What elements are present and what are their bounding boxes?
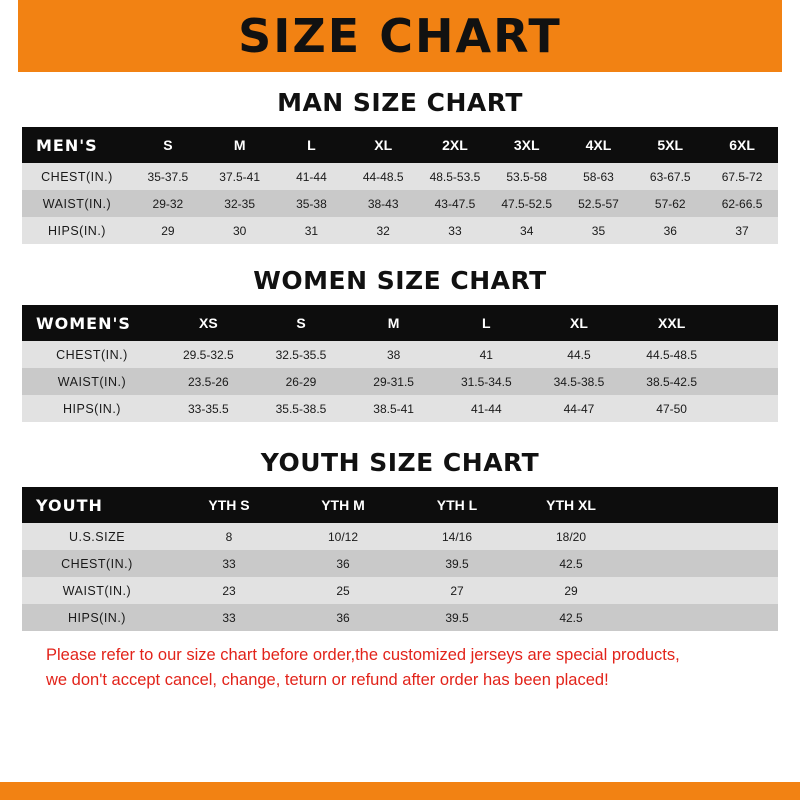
youth-r3c0: 33 <box>172 604 286 631</box>
table-row <box>22 550 778 577</box>
header-band <box>0 0 800 72</box>
man-r1c6: 52.5-57 <box>563 190 635 217</box>
man-r1c0: 29-32 <box>132 190 204 217</box>
man-r2c3: 32 <box>347 217 419 244</box>
youth-col-1: YTH M <box>286 487 400 523</box>
women-r0c4: 44.5 <box>533 341 626 368</box>
youth-col-2: YTH L <box>400 487 514 523</box>
women-r1c3: 31.5-34.5 <box>440 368 533 395</box>
man-row-2-label: HIPS(IN.) <box>22 217 132 244</box>
youth-row-2-label: WAIST(IN.) <box>22 577 172 604</box>
youth-size-table <box>22 487 778 631</box>
header-right-margin <box>782 0 800 72</box>
table-row <box>22 395 778 422</box>
man-col-7: 5XL <box>634 127 706 163</box>
youth-r1-spacer <box>628 550 778 577</box>
youth-r2c1: 25 <box>286 577 400 604</box>
man-col-1: M <box>204 127 276 163</box>
man-r0c7: 63-67.5 <box>634 163 706 190</box>
women-row-1-label: WAIST(IN.) <box>22 368 162 395</box>
youth-r2c0: 23 <box>172 577 286 604</box>
youth-table-head <box>22 487 778 523</box>
women-header-label: WOMEN'S <box>22 305 162 341</box>
women-r1c5: 38.5-42.5 <box>625 368 718 395</box>
youth-r1c2: 39.5 <box>400 550 514 577</box>
man-r1c4: 43-47.5 <box>419 190 491 217</box>
man-r0c8: 67.5-72 <box>706 163 778 190</box>
youth-row-3-label: HIPS(IN.) <box>22 604 172 631</box>
women-col-3: L <box>440 305 533 341</box>
man-r1c3: 38-43 <box>347 190 419 217</box>
women-r2c5: 47-50 <box>625 395 718 422</box>
women-col-4: XL <box>533 305 626 341</box>
man-r1c5: 47.5-52.5 <box>491 190 563 217</box>
women-r1c1: 26-29 <box>255 368 348 395</box>
table-row <box>22 523 778 550</box>
table-row <box>22 368 778 395</box>
man-r2c6: 35 <box>563 217 635 244</box>
man-r2c4: 33 <box>419 217 491 244</box>
women-size-table <box>22 305 778 422</box>
man-col-8: 6XL <box>706 127 778 163</box>
women-r0c2: 38 <box>347 341 440 368</box>
man-r2c1: 30 <box>204 217 276 244</box>
women-r2-spacer <box>718 395 778 422</box>
table-row <box>22 604 778 631</box>
youth-r1c3: 42.5 <box>514 550 628 577</box>
women-table-body <box>22 341 778 422</box>
table-row <box>22 163 778 190</box>
table-header-row <box>22 487 778 523</box>
man-table-body <box>22 163 778 244</box>
youth-r0c2: 14/16 <box>400 523 514 550</box>
youth-r2c3: 29 <box>514 577 628 604</box>
header-left-margin <box>0 0 18 72</box>
man-r0c5: 53.5-58 <box>491 163 563 190</box>
women-r0c5: 44.5-48.5 <box>625 341 718 368</box>
table-row <box>22 190 778 217</box>
youth-r3c2: 39.5 <box>400 604 514 631</box>
man-col-3: XL <box>347 127 419 163</box>
youth-table-body <box>22 523 778 631</box>
women-r1-spacer <box>718 368 778 395</box>
women-row-0-label: CHEST(IN.) <box>22 341 162 368</box>
women-section-title: WOMEN SIZE CHART <box>253 266 547 295</box>
man-r2c5: 34 <box>491 217 563 244</box>
man-r0c1: 37.5-41 <box>204 163 276 190</box>
youth-col-spacer <box>628 487 778 523</box>
man-r0c0: 35-37.5 <box>132 163 204 190</box>
women-r0c3: 41 <box>440 341 533 368</box>
women-r1c2: 29-31.5 <box>347 368 440 395</box>
man-header-label: MEN'S <box>22 127 132 163</box>
footer-note-line-1: Please refer to our size chart before order,the customized jerseys are special products, <box>46 646 680 664</box>
women-col-0: XS <box>162 305 255 341</box>
youth-section-title: YOUTH SIZE CHART <box>260 448 540 477</box>
women-table-head <box>22 305 778 341</box>
youth-col-0: YTH S <box>172 487 286 523</box>
man-r0c6: 58-63 <box>563 163 635 190</box>
women-r2c4: 44-47 <box>533 395 626 422</box>
youth-header-label: YOUTH <box>22 487 172 523</box>
youth-r0-spacer <box>628 523 778 550</box>
man-col-5: 3XL <box>491 127 563 163</box>
man-size-table <box>22 127 778 244</box>
youth-r1c1: 36 <box>286 550 400 577</box>
man-r2c0: 29 <box>132 217 204 244</box>
women-col-5: XXL <box>625 305 718 341</box>
bottom-band <box>0 782 800 800</box>
women-r2c2: 38.5-41 <box>347 395 440 422</box>
women-col-1: S <box>255 305 348 341</box>
man-col-4: 2XL <box>419 127 491 163</box>
women-r2c1: 35.5-38.5 <box>255 395 348 422</box>
man-col-2: L <box>276 127 348 163</box>
man-table-head <box>22 127 778 163</box>
youth-r3c1: 36 <box>286 604 400 631</box>
women-r0-spacer <box>718 341 778 368</box>
women-r2c3: 41-44 <box>440 395 533 422</box>
youth-r2c2: 27 <box>400 577 514 604</box>
table-header-row <box>22 127 778 163</box>
man-col-0: S <box>132 127 204 163</box>
man-row-0-label: CHEST(IN.) <box>22 163 132 190</box>
table-row <box>22 341 778 368</box>
table-row <box>22 217 778 244</box>
youth-r2-spacer <box>628 577 778 604</box>
footer-note <box>22 631 778 703</box>
man-r2c2: 31 <box>276 217 348 244</box>
footer-note-line-2: we don't accept cancel, change, teturn or refund after order has been placed! <box>46 670 609 689</box>
youth-r1c0: 33 <box>172 550 286 577</box>
women-col-spacer <box>718 305 778 341</box>
women-r0c1: 32.5-35.5 <box>255 341 348 368</box>
youth-r0c0: 8 <box>172 523 286 550</box>
man-r0c3: 44-48.5 <box>347 163 419 190</box>
youth-r3c3: 42.5 <box>514 604 628 631</box>
table-row <box>22 577 778 604</box>
youth-row-1-label: CHEST(IN.) <box>22 550 172 577</box>
youth-col-3: YTH XL <box>514 487 628 523</box>
man-r2c8: 37 <box>706 217 778 244</box>
man-r0c2: 41-44 <box>276 163 348 190</box>
youth-r3-spacer <box>628 604 778 631</box>
man-r1c7: 57-62 <box>634 190 706 217</box>
content-area <box>0 72 800 782</box>
women-r0c0: 29.5-32.5 <box>162 341 255 368</box>
man-col-6: 4XL <box>563 127 635 163</box>
youth-r0c1: 10/12 <box>286 523 400 550</box>
youth-row-0-label: U.S.SIZE <box>22 523 172 550</box>
women-r2c0: 33-35.5 <box>162 395 255 422</box>
man-r1c1: 32-35 <box>204 190 276 217</box>
table-header-row <box>22 305 778 341</box>
women-col-2: M <box>347 305 440 341</box>
man-r0c4: 48.5-53.5 <box>419 163 491 190</box>
man-section-title: MAN SIZE CHART <box>277 88 523 117</box>
youth-r0c3: 18/20 <box>514 523 628 550</box>
page-title: SIZE CHART <box>238 9 562 63</box>
man-r1c8: 62-66.5 <box>706 190 778 217</box>
women-row-2-label: HIPS(IN.) <box>22 395 162 422</box>
man-row-1-label: WAIST(IN.) <box>22 190 132 217</box>
man-r2c7: 36 <box>634 217 706 244</box>
women-r1c0: 23.5-26 <box>162 368 255 395</box>
women-r1c4: 34.5-38.5 <box>533 368 626 395</box>
man-r1c2: 35-38 <box>276 190 348 217</box>
